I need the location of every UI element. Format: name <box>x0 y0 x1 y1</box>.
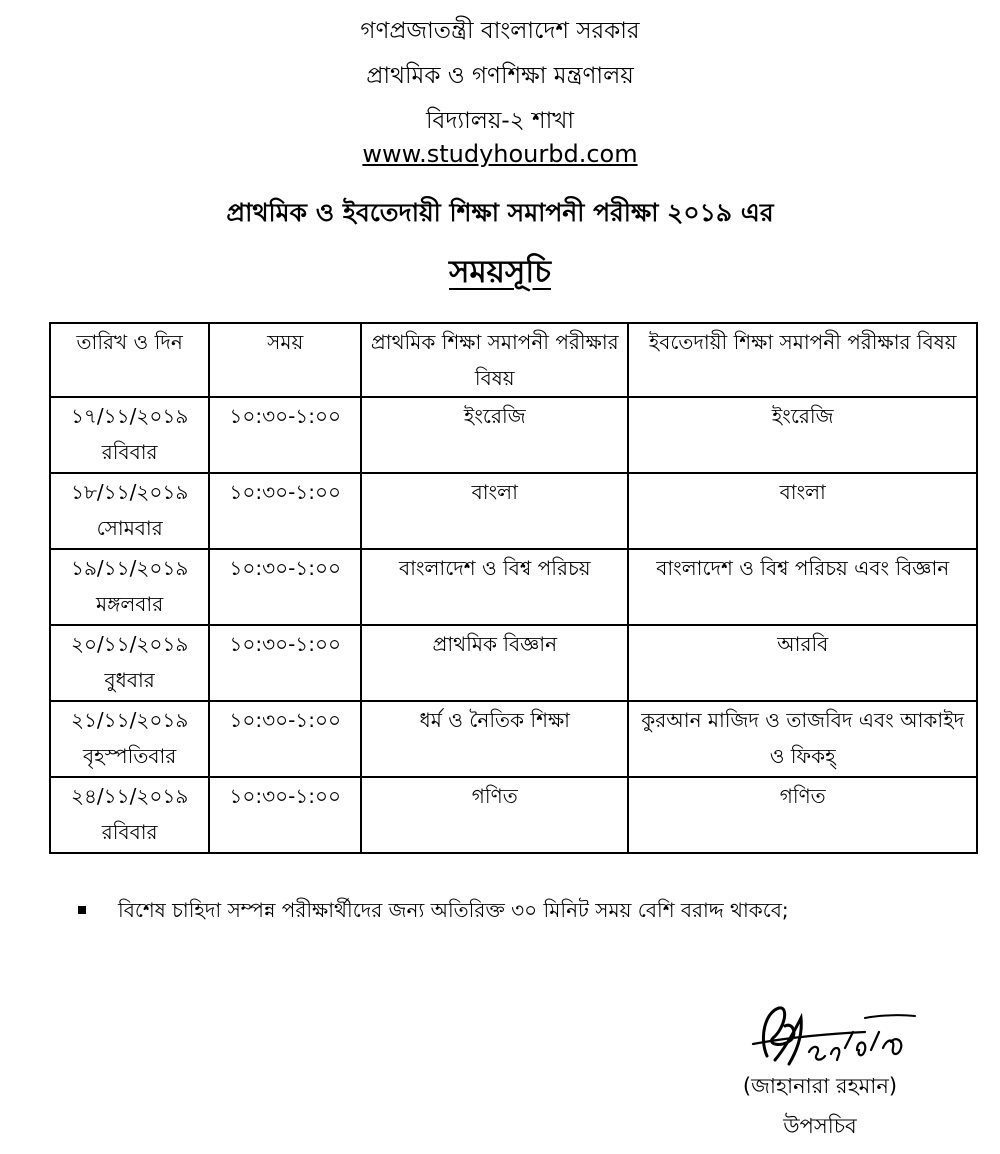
date-day-cell <box>50 625 209 701</box>
column-header-primary-subject: প্রাথমিক শিক্ষা সমাপনী পরীক্ষার বিষয় <box>361 323 628 397</box>
exam-date: ১৭/১১/২০১৯ <box>70 404 189 428</box>
exam-day: সোমবার <box>96 516 163 540</box>
special-needs-note <box>78 896 978 929</box>
signer-designation: উপসচিব <box>783 1114 857 1138</box>
exam-day: বৃহস্পতিবার <box>83 744 177 768</box>
table-row <box>50 549 977 625</box>
ebtedayee-subject-cell: আরবি <box>628 625 977 701</box>
column-header-ebtedayee-subject: ইবতেদায়ী শিক্ষা সমাপনী পরীক্ষার বিষয় <box>628 323 977 397</box>
date-day-cell <box>50 701 209 777</box>
branch-name: বিদ্যালয়-২ শাখা <box>425 108 575 134</box>
exam-schedule-table <box>49 322 978 854</box>
handwritten-signature <box>745 998 935 1078</box>
schedule-heading-text: সময়সূচি <box>448 254 552 290</box>
table-row <box>50 473 977 549</box>
time-cell: ১০:৩০-১:০০ <box>209 701 361 777</box>
exam-date: ২৪/১১/২০১৯ <box>70 784 189 808</box>
ebtedayee-subject-cell: কুরআন মাজিদ ও তাজবিদ এবং আকাইদ ও ফিকহ্ <box>628 701 977 777</box>
exam-day: বুধবার <box>104 668 155 692</box>
ebtedayee-subject-cell: বাংলা <box>628 473 977 549</box>
primary-subject-cell: প্রাথমিক বিজ্ঞান <box>361 625 628 701</box>
exam-day: রবিবার <box>101 440 158 464</box>
time-cell: ১০:৩০-১:০০ <box>209 777 361 853</box>
square-bullet-icon <box>78 906 86 914</box>
primary-subject-cell: বাংলা <box>361 473 628 549</box>
date-day-cell <box>50 473 209 549</box>
primary-subject-cell: গণিত <box>361 777 628 853</box>
time-cell: ১০:৩০-১:০০ <box>209 473 361 549</box>
exam-title: প্রাথমিক ও ইবতেদায়ী শিক্ষা সমাপনী পরীক্ষা ২০১৯ এর <box>226 198 774 227</box>
table-row <box>50 777 977 853</box>
column-header-date-day: তারিখ ও দিন <box>50 323 209 397</box>
note-text: বিশেষ চাহিদা সম্পন্ন পরীক্ষার্থীদের জন্য অতিরিক্ত ৩০ মিনিট সময় বেশি বরাদ্দ থাকবে; <box>118 898 789 922</box>
table-row <box>50 625 977 701</box>
exam-day: মঙ্গলবার <box>96 592 164 616</box>
schedule-heading <box>0 248 1000 300</box>
exam-date: ২১/১১/২০১৯ <box>70 708 189 732</box>
table-row <box>50 397 977 473</box>
signer-name: (জাহানারা রহমান) <box>742 1074 898 1098</box>
ebtedayee-subject-cell: গণিত <box>628 777 977 853</box>
time-cell: ১০:৩০-১:০০ <box>209 549 361 625</box>
column-header-time: সময় <box>209 323 361 397</box>
website-link[interactable]: www.studyhourbd.com <box>362 140 638 168</box>
ebtedayee-subject-cell: ইংরেজি <box>628 397 977 473</box>
time-cell: ১০:৩০-১:০০ <box>209 625 361 701</box>
website-line <box>0 140 1000 168</box>
primary-subject-cell: ইংরেজি <box>361 397 628 473</box>
exam-date: ১৮/১১/২০১৯ <box>70 480 189 504</box>
exam-date: ২০/১১/২০১৯ <box>70 632 189 656</box>
ebtedayee-subject-cell: বাংলাদেশ ও বিশ্ব পরিচয় এবং বিজ্ঞান <box>628 549 977 625</box>
exam-date: ১৯/১১/২০১৯ <box>70 556 189 580</box>
primary-subject-cell: বাংলাদেশ ও বিশ্ব পরিচয় <box>361 549 628 625</box>
date-day-cell <box>50 777 209 853</box>
time-cell: ১০:৩০-১:০০ <box>209 397 361 473</box>
date-day-cell <box>50 397 209 473</box>
date-day-cell <box>50 549 209 625</box>
primary-subject-cell: ধর্ম ও নৈতিক শিক্ষা <box>361 701 628 777</box>
government-name: গণপ্রজাতন্ত্রী বাংলাদেশ সরকার <box>360 18 640 44</box>
table-header-row <box>50 323 977 397</box>
table-row <box>50 701 977 777</box>
ministry-name: প্রাথমিক ও গণশিক্ষা মন্ত্রণালয় <box>366 63 634 89</box>
exam-day: রবিবার <box>101 820 158 844</box>
